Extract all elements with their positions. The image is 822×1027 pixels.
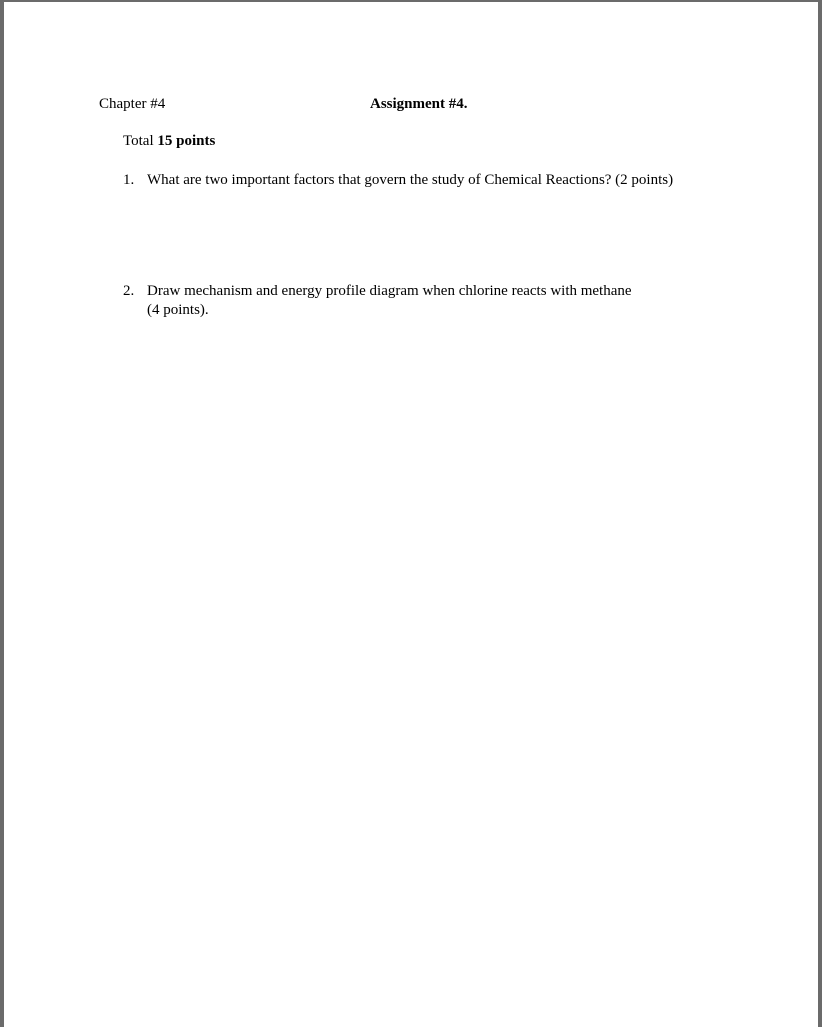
- total-points-line: [123, 133, 215, 150]
- question-text-line-1: Draw mechanism and energy profile diagram when chlorine reacts with methane: [147, 283, 632, 299]
- question-text: [147, 282, 707, 320]
- total-label: Total: [123, 133, 154, 149]
- question-number: 1.: [123, 172, 135, 188]
- assignment-heading: Assignment #4.: [370, 96, 468, 112]
- total-points-value: 15 points: [157, 133, 216, 149]
- document-page: [4, 2, 818, 1027]
- chapter-heading: Chapter #4: [99, 96, 166, 112]
- question-number: 2.: [123, 283, 135, 299]
- question-text: What are two important factors that govern the study of Chemical Reactions? (2 points): [147, 172, 674, 188]
- question-2: [123, 282, 707, 320]
- question-1: [123, 171, 707, 190]
- question-text-line-2: (4 points).: [147, 302, 209, 318]
